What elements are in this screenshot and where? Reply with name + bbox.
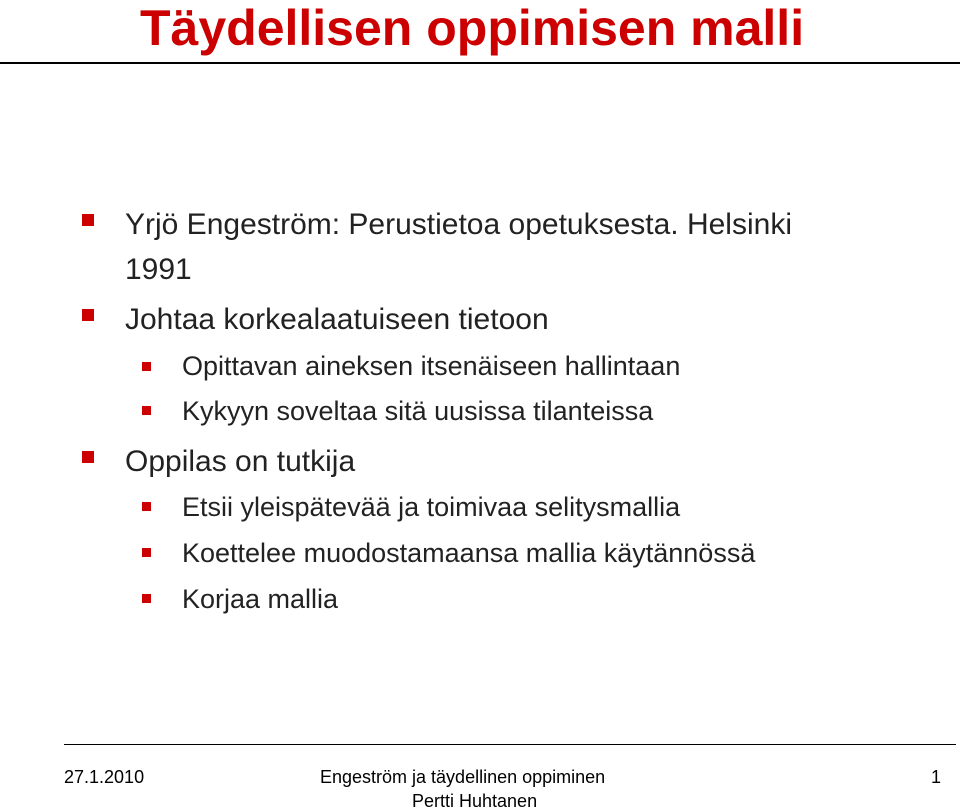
sub-bullet-marker xyxy=(142,406,151,415)
sub-bullet-marker xyxy=(142,502,151,511)
bullet-marker xyxy=(82,214,94,226)
footer-date: 27.1.2010 xyxy=(64,767,145,787)
page-number: 1 xyxy=(931,767,942,787)
footer-title: Engeström ja täydellinen oppiminen xyxy=(320,767,606,787)
footer-divider xyxy=(64,744,956,745)
bullet-text: Yrjö Engeström: Perustietoa opetuksesta. Helsinki xyxy=(125,208,792,241)
bullet-text-continuation: 1991 xyxy=(125,253,192,286)
sub-bullet-marker xyxy=(142,362,151,371)
bullet-marker xyxy=(82,451,94,463)
sub-bullet-marker xyxy=(142,594,151,603)
sub-bullet-text: Opittavan aineksen itsenäiseen hallintaan xyxy=(182,351,681,381)
bullet-marker xyxy=(82,309,94,321)
sub-bullet-text: Etsii yleispätevää ja toimivaa selitysmallia xyxy=(182,492,681,522)
title-divider xyxy=(0,62,960,64)
bullet-text: Johtaa korkealaatuiseen tietoon xyxy=(125,303,549,336)
footer-author: Pertti Huhtanen xyxy=(412,791,538,811)
bullet-text: Oppilas on tutkija xyxy=(125,445,356,478)
sub-bullet-marker xyxy=(142,548,151,557)
sub-bullet-text: Korjaa mallia xyxy=(182,584,339,614)
sub-bullet-text: Kykyyn soveltaa sitä uusissa tilanteissa xyxy=(182,396,654,426)
slide-title: Täydellisen oppimisen malli xyxy=(140,0,805,56)
sub-bullet-text: Koettelee muodostamaansa mallia käytännössä xyxy=(182,538,756,568)
